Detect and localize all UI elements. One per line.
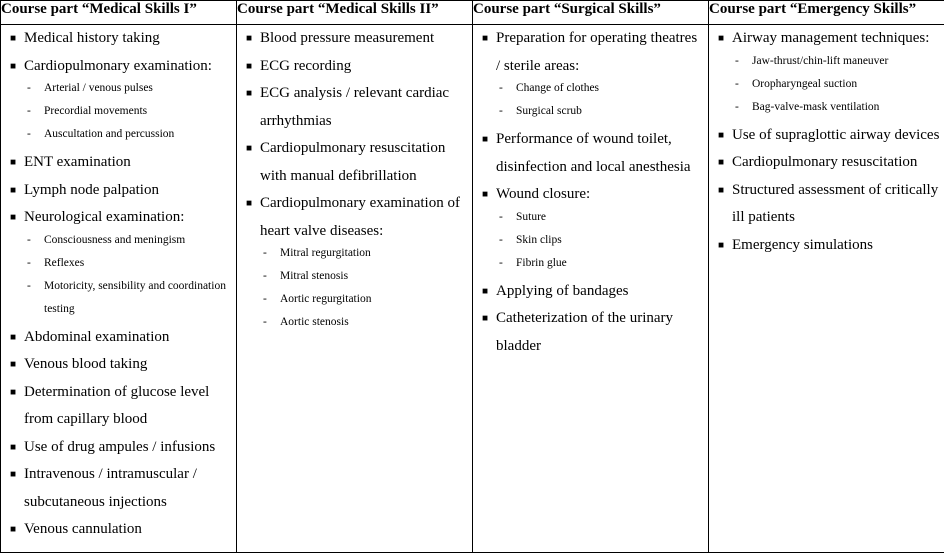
skill-item-label: Determination of glucose level from capillary blood: [24, 383, 210, 427]
skill-item: [237, 135, 472, 190]
skills-list: [709, 25, 944, 259]
column-medical-skills-1: [1, 25, 237, 553]
sub-skill-label: Surgical scrub: [516, 105, 582, 117]
sub-skill-label: Arterial / venous pulses: [44, 82, 153, 94]
skill-item-label: Intravenous / intramuscular / subcutaneous injections: [24, 466, 197, 510]
dash-bullet-icon: -: [499, 256, 503, 269]
sub-skill-label: Consciousness and meningism: [44, 233, 186, 246]
skills-list: [1, 25, 236, 544]
sub-skill-label: Aortic stenosis: [280, 316, 349, 328]
square-bullet-icon: ■: [10, 469, 17, 480]
column-medical-skills-2: [237, 25, 473, 553]
column-header-medical-skills-1: Course part “Medical Skills I”: [1, 1, 237, 25]
sub-skill-item: [24, 77, 232, 100]
skill-item: [473, 126, 708, 181]
dash-bullet-icon: -: [27, 279, 31, 292]
skill-item-label: Use of drug ampules / infusions: [24, 438, 216, 455]
square-bullet-icon: ■: [246, 33, 253, 44]
sub-skill-label: Auscultation and percussion: [44, 128, 175, 140]
skill-item: [1, 516, 236, 544]
skill-item: [237, 53, 472, 81]
skill-item-label: Cardiopulmonary resuscitation with manual defibrillation: [260, 140, 446, 184]
square-bullet-icon: ■: [10, 184, 17, 196]
square-bullet-icon: ■: [246, 143, 253, 154]
sub-skill-label: Bag-valve-mask ventilation: [752, 100, 880, 113]
dash-bullet-icon: -: [263, 316, 267, 328]
sub-skill-item: [24, 123, 232, 146]
square-bullet-icon: ■: [718, 129, 725, 141]
skill-item-label: Venous cannulation: [24, 521, 142, 537]
square-bullet-icon: ■: [482, 189, 489, 200]
square-bullet-icon: ■: [10, 386, 17, 398]
square-bullet-icon: ■: [482, 33, 489, 44]
skill-item: [1, 149, 236, 177]
sub-skill-label: Fibrin glue: [516, 256, 567, 269]
column-header-surgical-skills: Course part “Surgical Skills”: [473, 1, 709, 25]
sub-skill-item: [24, 229, 232, 252]
skill-item: [709, 122, 944, 150]
skill-item-label: Applying of bandages: [496, 282, 629, 299]
sub-skill-item: [496, 252, 704, 275]
square-bullet-icon: ■: [718, 184, 725, 196]
skill-item: [1, 379, 236, 434]
skill-item: [1, 204, 236, 321]
skill-item-label: Use of supraglottic airway devices: [732, 126, 940, 143]
skill-item-label: Lymph node palpation: [24, 181, 159, 198]
square-bullet-icon: ■: [10, 359, 17, 370]
sub-skill-item: [732, 50, 940, 73]
dash-bullet-icon: -: [27, 105, 31, 117]
skill-item-label: Abdominal examination: [24, 328, 170, 345]
skill-item-label: Blood pressure measurement: [260, 30, 435, 46]
skill-item: [709, 177, 944, 232]
skill-item: [237, 25, 472, 53]
column-emergency-skills: [709, 25, 944, 553]
skill-item: [237, 80, 472, 135]
skill-item-label: Preparation for operating theatres / sterile areas:: [496, 30, 698, 74]
sub-skill-item: [496, 229, 704, 252]
sub-skill-list: [496, 206, 704, 275]
column-header-medical-skills-2: Course part “Medical Skills II”: [237, 1, 473, 25]
skill-item-label: Cardiopulmonary examination:: [24, 57, 212, 74]
skill-item-label: Medical history taking: [24, 30, 160, 46]
sub-skill-label: Skin clips: [516, 233, 562, 246]
skill-item: [473, 25, 708, 123]
skill-item-label: Venous blood taking: [24, 356, 148, 372]
skill-item-label: Cardiopulmonary resuscitation: [732, 154, 918, 170]
sub-skill-item: [732, 96, 940, 119]
sub-skill-item: [496, 206, 704, 229]
skill-item: [1, 324, 236, 352]
sub-skill-item: [496, 77, 704, 100]
column-header-emergency-skills: Course part “Emergency Skills”: [709, 1, 944, 25]
square-bullet-icon: ■: [10, 60, 17, 72]
sub-skill-item: [24, 252, 232, 275]
sub-skill-label: Aortic regurgitation: [280, 293, 372, 305]
skill-item-label: ECG analysis / relevant cardiac arrhythmias: [260, 85, 450, 129]
sub-skill-list: [496, 77, 704, 123]
dash-bullet-icon: -: [263, 293, 267, 305]
square-bullet-icon: ■: [718, 157, 725, 168]
skill-item: [709, 149, 944, 177]
sub-skill-item: [260, 265, 468, 288]
dash-bullet-icon: -: [27, 128, 31, 140]
sub-skill-item: [24, 275, 232, 321]
skill-item-label: Cardiopulmonary examination of heart valve diseases:: [260, 195, 460, 239]
skill-item-label: Airway management techniques:: [732, 30, 930, 46]
sub-skill-label: Motoricity, sensibility and coordination testing: [44, 279, 226, 315]
square-bullet-icon: ■: [10, 331, 17, 343]
skill-item: [1, 25, 236, 53]
dash-bullet-icon: -: [499, 82, 503, 94]
sub-skill-item: [24, 100, 232, 123]
sub-skill-item: [260, 288, 468, 311]
square-bullet-icon: ■: [482, 134, 489, 145]
sub-skill-list: [260, 242, 468, 334]
skill-item: [237, 190, 472, 334]
sub-skill-label: Mitral regurgitation: [280, 247, 371, 259]
sub-skill-label: Oropharyngeal suction: [752, 77, 858, 90]
skill-item-label: Neurological examination:: [24, 209, 185, 225]
sub-skill-list: [24, 229, 232, 321]
skill-item: [473, 278, 708, 306]
skill-item-label: ECG recording: [260, 57, 352, 74]
dash-bullet-icon: -: [263, 247, 267, 259]
skill-item: [473, 181, 708, 275]
dash-bullet-icon: -: [499, 233, 503, 246]
square-bullet-icon: ■: [10, 212, 17, 223]
sub-skill-label: Reflexes: [44, 256, 85, 269]
skill-item: [1, 351, 236, 379]
sub-skill-list: [732, 50, 940, 119]
square-bullet-icon: ■: [718, 33, 725, 44]
square-bullet-icon: ■: [482, 285, 489, 297]
square-bullet-icon: ■: [10, 524, 17, 535]
skill-item: [709, 232, 944, 260]
skill-item: [709, 25, 944, 119]
content-row: [1, 25, 944, 553]
skills-list: [473, 25, 708, 360]
skill-item-label: ENT examination: [24, 154, 131, 170]
header-row: [1, 1, 944, 25]
dash-bullet-icon: -: [27, 82, 31, 94]
dash-bullet-icon: -: [735, 100, 739, 113]
sub-skill-label: Change of clothes: [516, 82, 600, 94]
square-bullet-icon: ■: [246, 60, 253, 72]
square-bullet-icon: ■: [246, 198, 253, 209]
skill-item: [1, 461, 236, 516]
square-bullet-icon: ■: [10, 441, 17, 453]
skill-item: [1, 177, 236, 205]
skill-item-label: Structured assessment of critically ill patients: [732, 181, 939, 225]
sub-skill-label: Jaw-thrust/chin-lift maneuver: [752, 54, 889, 67]
skill-item: [1, 53, 236, 147]
column-surgical-skills: [473, 25, 709, 553]
sub-skill-list: [24, 77, 232, 146]
sub-skill-label: Mitral stenosis: [280, 270, 349, 282]
skills-list: [237, 25, 472, 334]
sub-skill-item: [260, 311, 468, 334]
skill-item-label: Emergency simulations: [732, 236, 873, 253]
skill-item-label: Wound closure:: [496, 186, 591, 202]
dash-bullet-icon: -: [27, 233, 31, 246]
skill-item-label: Performance of wound toilet, disinfection and local anesthesia: [496, 131, 691, 175]
dash-bullet-icon: -: [735, 77, 739, 90]
square-bullet-icon: ■: [482, 313, 489, 324]
dash-bullet-icon: -: [27, 256, 31, 269]
dash-bullet-icon: -: [735, 54, 739, 67]
sub-skill-item: [732, 73, 940, 96]
square-bullet-icon: ■: [10, 33, 17, 44]
sub-skill-label: Precordial movements: [44, 105, 148, 117]
dash-bullet-icon: -: [499, 105, 503, 117]
dash-bullet-icon: -: [499, 210, 503, 223]
sub-skill-item: [496, 100, 704, 123]
skill-item: [1, 434, 236, 462]
sub-skill-item: [260, 242, 468, 265]
dash-bullet-icon: -: [263, 270, 267, 282]
square-bullet-icon: ■: [718, 239, 725, 251]
skill-item-label: Catheterization of the urinary bladder: [496, 310, 674, 354]
skill-item: [473, 305, 708, 360]
sub-skill-label: Suture: [516, 210, 547, 223]
square-bullet-icon: ■: [10, 157, 17, 168]
square-bullet-icon: ■: [246, 88, 253, 99]
